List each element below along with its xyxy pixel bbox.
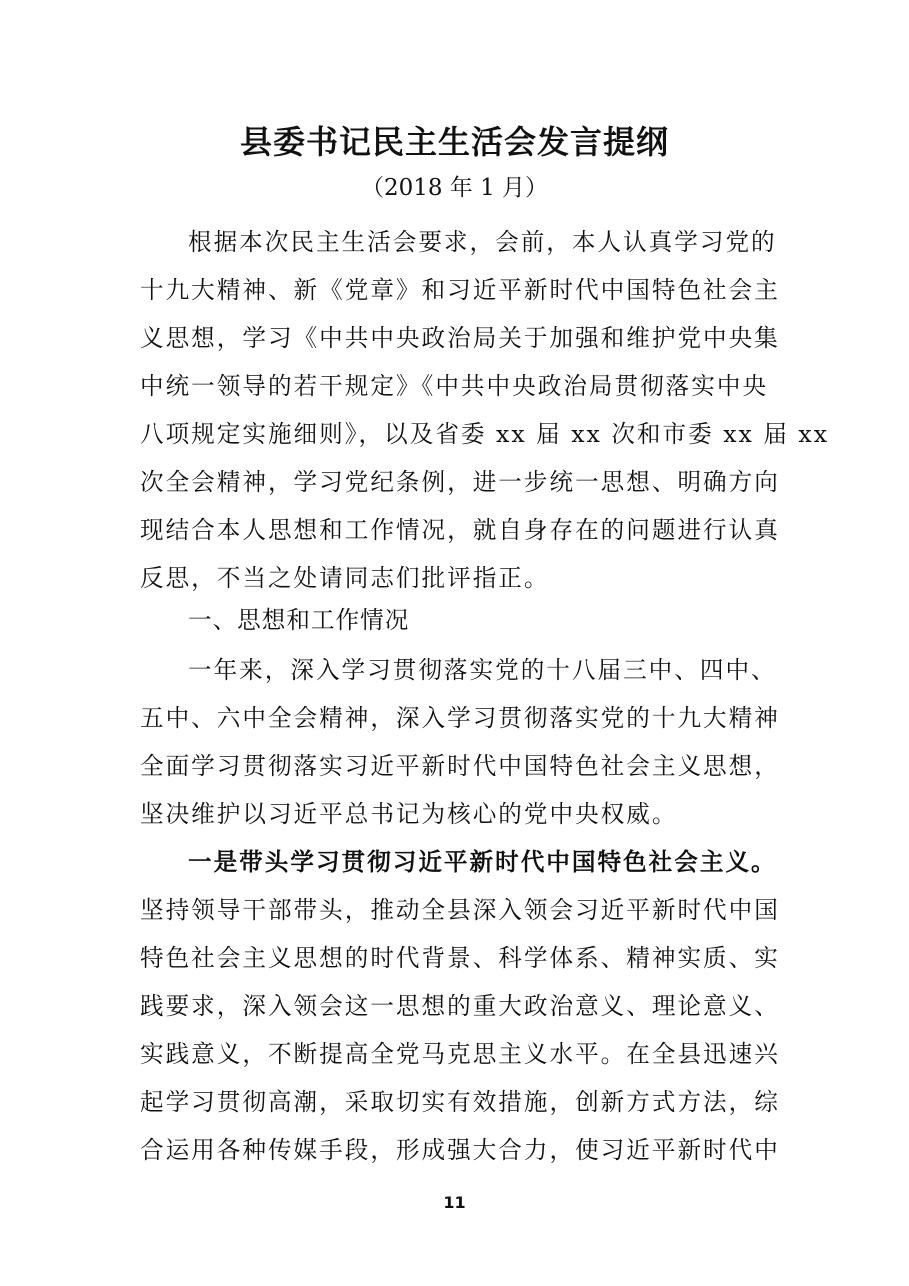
paragraph-line: 反思，不当之处请同志们批评指正。 xyxy=(140,564,550,592)
paragraph-line: 义思想，学习《中共中央政治局关于加强和维护党中央集 xyxy=(140,324,780,352)
point-heading: 一是带头学习贯彻习近平新时代中国特色社会主义。 xyxy=(188,848,777,876)
paragraph-line: 坚决维护以习近平总书记为核心的党中央权威。 xyxy=(140,800,678,828)
paragraph-line: 根据本次民主生活会要求，会前，本人认真学习党的 xyxy=(188,228,777,256)
paragraph-line: 实践意义，不断提高全党马克思主义水平。在全县迅速兴 xyxy=(140,1040,780,1068)
paragraph-line: 全面学习贯彻落实习近平新时代中国特色社会主义思想， xyxy=(140,752,780,780)
paragraph-line: 践要求，深入领会这一思想的重大政治意义、理论意义、 xyxy=(140,992,780,1020)
paragraph-line: 次全会精神，学习党纪条例，进一步统一思想、明确方向 xyxy=(140,468,780,496)
paragraph-line: 一年来，深入学习贯彻落实党的十八届三中、四中、 xyxy=(188,656,777,684)
paragraph-line: 坚持领导干部带头，推动全县深入领会习近平新时代中国 xyxy=(140,896,780,924)
paragraph-line: 中统一领导的若干规定》《中共中央政治局贯彻落实中央 xyxy=(140,372,769,400)
page-number: 11 xyxy=(443,1193,466,1212)
paragraph-line: 十九大精神、新《党章》和习近平新时代中国特色社会主 xyxy=(140,276,780,304)
paragraph-line: 现结合本人思想和工作情况，就自身存在的问题进行认真 xyxy=(140,516,780,544)
paragraph-line: 特色社会主义思想的时代背景、科学体系、精神实质、实 xyxy=(140,944,780,972)
document-title: 县委书记民主生活会发言提纲 xyxy=(239,123,669,161)
paragraph-line: 起学习贯彻高潮，采取切实有效措施，创新方式方法，综 xyxy=(140,1088,780,1116)
paragraph-line: 合运用各种传媒手段，形成强大合力，使习近平新时代中 xyxy=(140,1136,780,1164)
paragraph-line: 八项规定实施细则》，以及省委 xx 届 xx 次和市委 xx 届 xx xyxy=(140,420,830,448)
section-heading: 一、思想和工作情况 xyxy=(188,606,410,634)
document-date: （2018 年 1 月） xyxy=(360,175,549,201)
paragraph-line: 五中、六中全会精神，深入学习贯彻落实党的十九大精神 xyxy=(140,704,780,732)
